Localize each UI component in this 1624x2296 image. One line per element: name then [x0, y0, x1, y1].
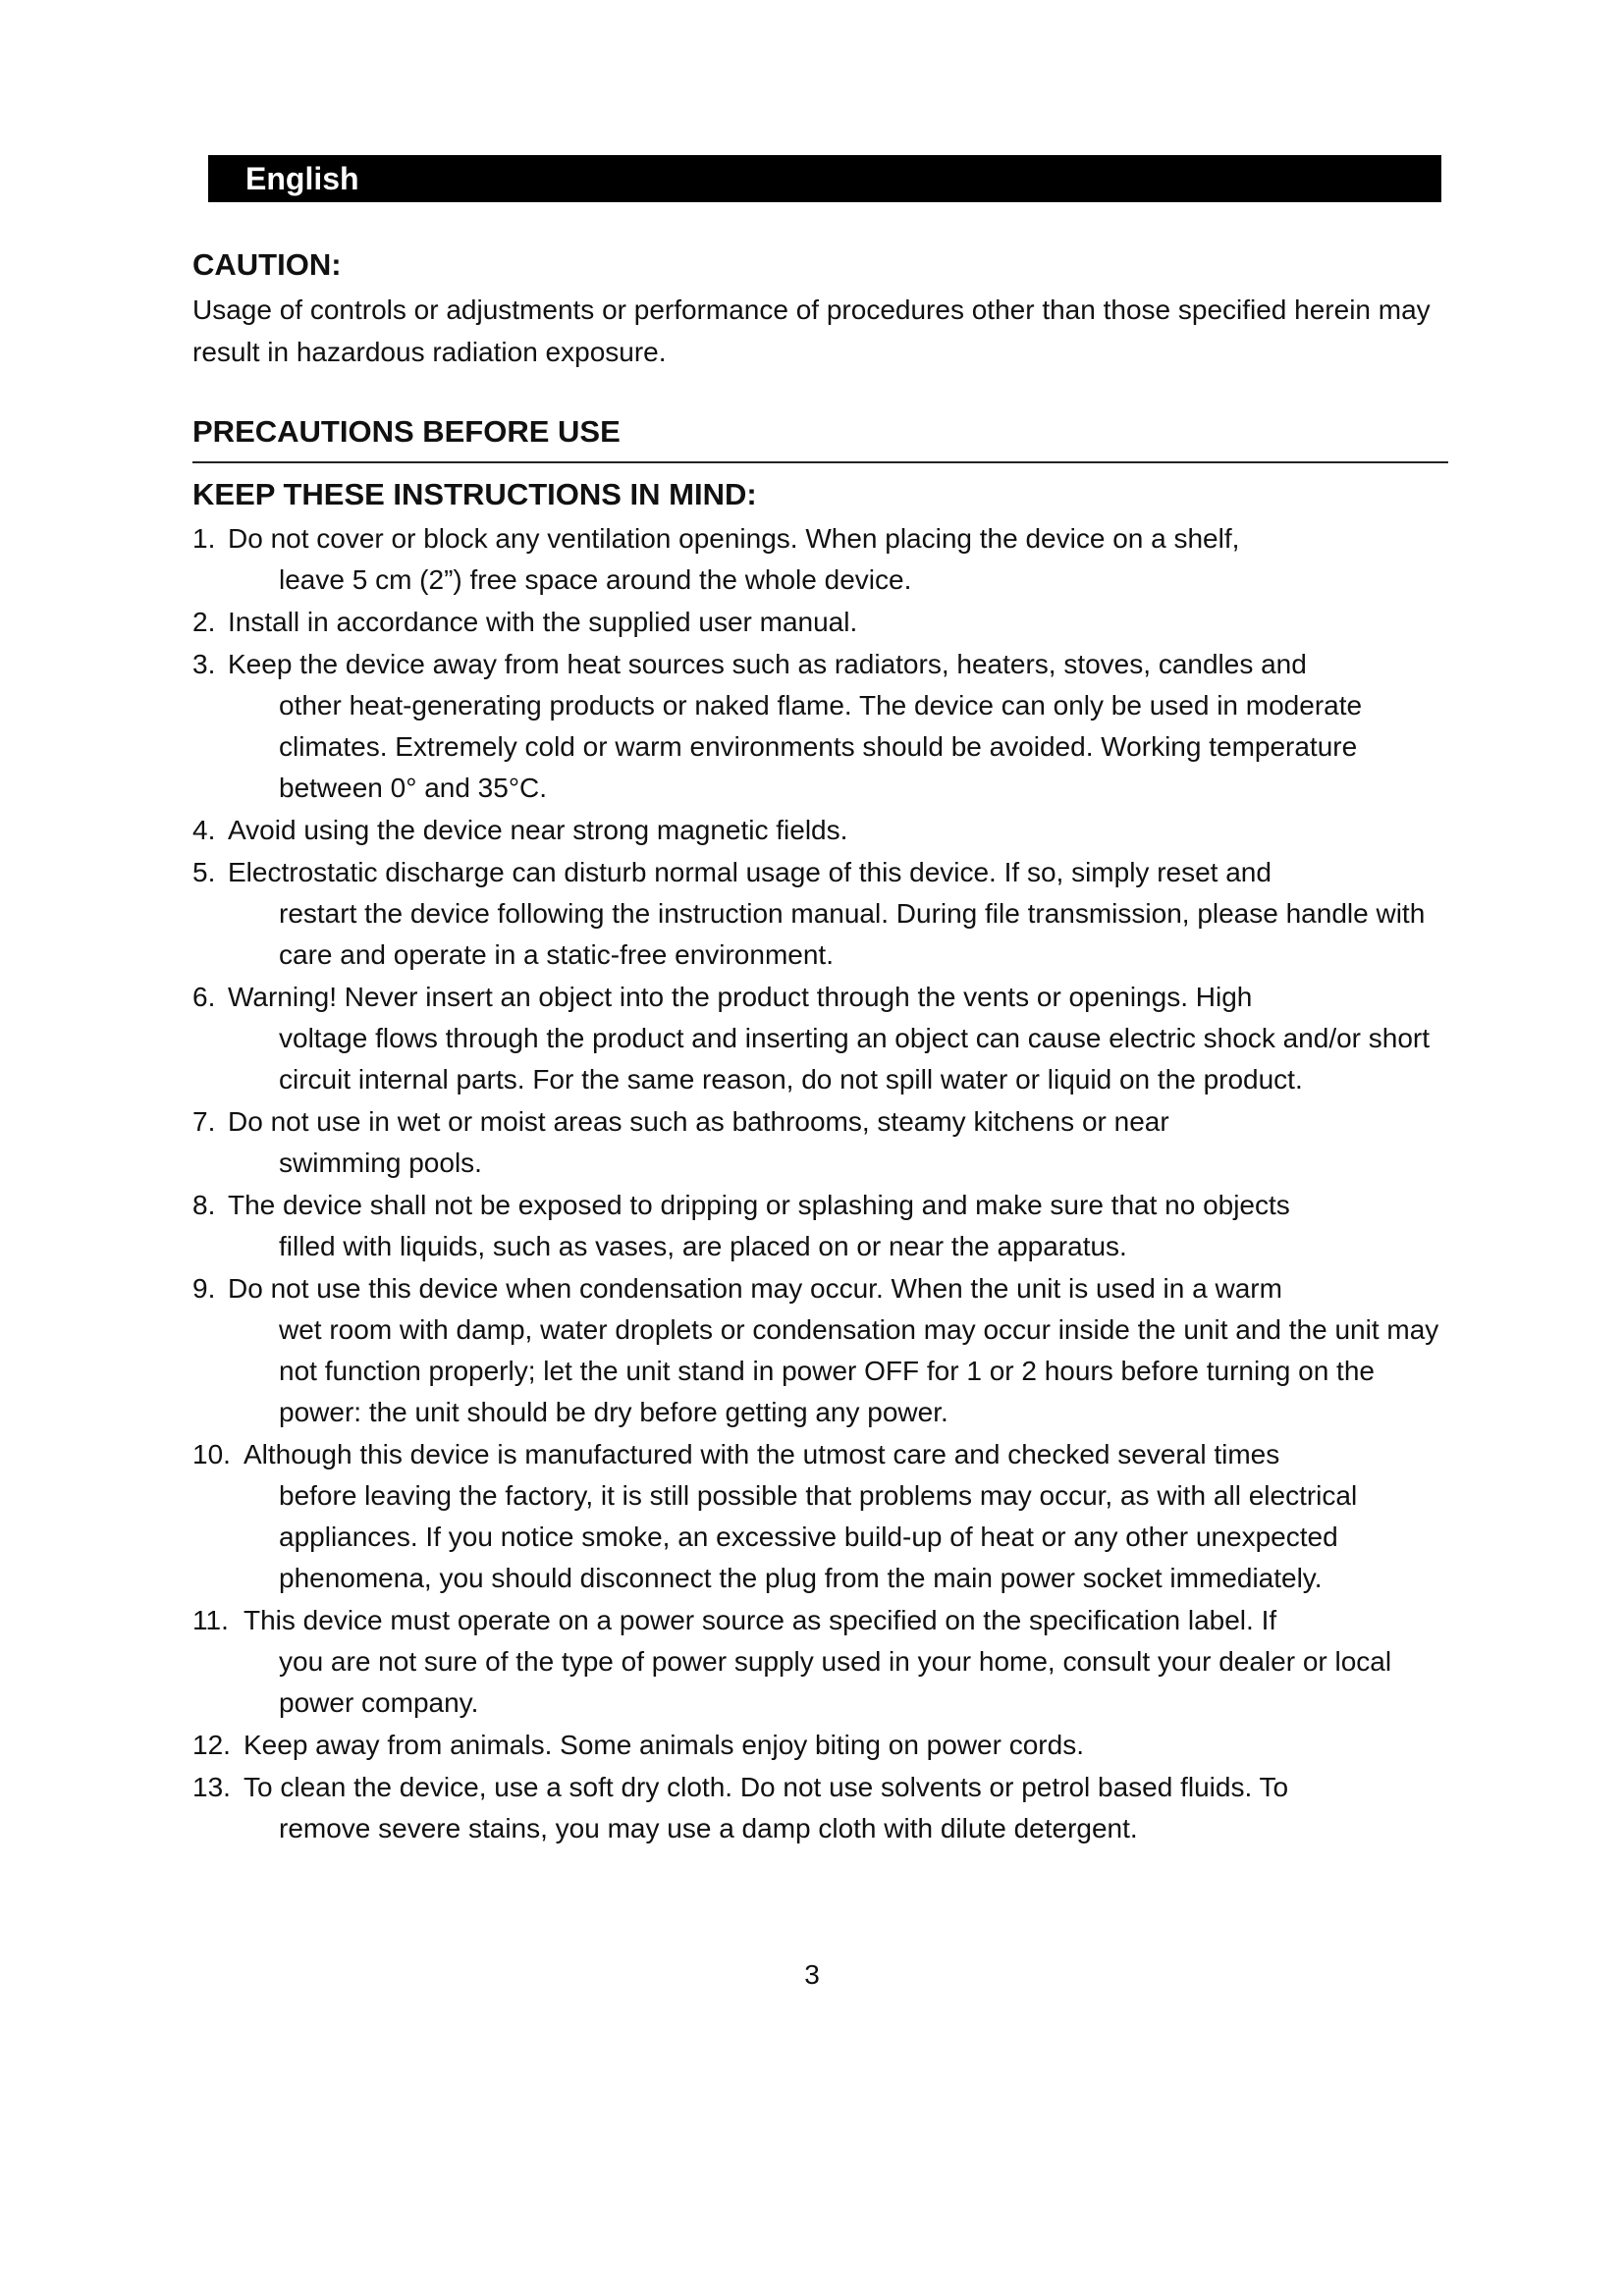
item-number: 10.	[192, 1439, 231, 1469]
item-number: 7.	[192, 1106, 216, 1137]
section-divider	[192, 461, 1448, 463]
list-item	[192, 1600, 1459, 1724]
item-number: 9.	[192, 1273, 216, 1304]
item-number: 4.	[192, 815, 216, 845]
item-text-first-line: Do not use this device when condensation may occur. When the unit is used in a warm	[228, 1273, 1282, 1304]
item-text-first-line: To clean the device, use a soft dry cloth. Do not use solvents or petrol based fluids. To	[244, 1772, 1289, 1802]
item-text-continued: leave 5 cm (2”) free space around the whole device.	[279, 564, 912, 595]
list-item	[192, 1725, 1459, 1766]
page-number: 3	[804, 1959, 820, 1990]
list-item	[192, 977, 1459, 1100]
item-text-first-line: Keep the device away from heat sources such as radiators, heaters, stoves, candles and	[228, 649, 1307, 679]
list-item	[192, 810, 1459, 851]
instructions-list	[192, 518, 1459, 1850]
item-text-continued: restart the device following the instruction manual. During file transmission, please handle with care and operate in a static-free environment.	[279, 898, 1426, 970]
item-text-first-line: This device must operate on a power source as specified on the specification label. If	[244, 1605, 1277, 1635]
item-text-continued: other heat-generating products or naked flame. The device can only be used in moderate climates. Extremely cold or warm environments should be avoided. Working temperature between 0° and 35°C.	[279, 690, 1363, 803]
list-item	[192, 1101, 1459, 1184]
item-text-first-line: Do not cover or block any ventilation openings. When placing the device on a shelf,	[228, 523, 1240, 554]
item-text-continued: filled with liquids, such as vases, are placed on or near the apparatus.	[279, 1231, 1127, 1261]
item-number: 12.	[192, 1730, 231, 1760]
item-text-first-line: Install in accordance with the supplied user manual.	[228, 607, 858, 637]
item-text-first-line: Although this device is manufactured with the utmost care and checked several times	[244, 1439, 1280, 1469]
item-text-first-line: Do not use in wet or moist areas such as bathrooms, steamy kitchens or near	[228, 1106, 1169, 1137]
list-item	[192, 1185, 1459, 1267]
language-label: English	[245, 161, 359, 196]
list-item	[192, 518, 1459, 601]
item-number: 1.	[192, 523, 216, 554]
list-item	[192, 1434, 1459, 1599]
list-item	[192, 602, 1459, 643]
item-number: 13.	[192, 1772, 231, 1802]
item-number: 11.	[192, 1605, 229, 1635]
item-number: 8.	[192, 1190, 216, 1220]
item-text-continued: voltage flows through the product and inserting an object can cause electric shock and/or short circuit internal parts. For the same reason, do not spill water or liquid on the product.	[279, 1023, 1431, 1095]
item-text-continued: remove severe stains, you may use a damp cloth with dilute detergent.	[279, 1813, 1138, 1843]
item-text-continued: swimming pools.	[279, 1148, 482, 1178]
caution-heading: CAUTION:	[192, 247, 342, 282]
precautions-heading: PRECAUTIONS BEFORE USE	[192, 414, 621, 449]
language-header-bar	[208, 155, 1441, 202]
list-item	[192, 644, 1459, 809]
item-text-first-line: Warning! Never insert an object into the product through the vents or openings. High	[228, 982, 1253, 1012]
item-text-first-line: Electrostatic discharge can disturb normal usage of this device. If so, simply reset and	[228, 857, 1272, 887]
list-item	[192, 852, 1459, 976]
list-item	[192, 1268, 1459, 1433]
item-text-continued: you are not sure of the type of power supply used in your home, consult your dealer or local power company.	[279, 1646, 1392, 1718]
instructions-heading: KEEP THESE INSTRUCTIONS IN MIND:	[192, 477, 757, 511]
item-number: 2.	[192, 607, 216, 637]
item-text-continued: wet room with damp, water droplets or condensation may occur inside the unit and the unit may not function properly; let the unit stand in power OFF for 1 or 2 hours before turning on the power: the unit should be dry before getting any power.	[279, 1314, 1439, 1427]
item-number: 6.	[192, 982, 216, 1012]
caution-text: Usage of controls or adjustments or performance of procedures other than those specified herein may result in hazardous radiation exposure.	[192, 294, 1431, 367]
item-number: 5.	[192, 857, 216, 887]
item-number: 3.	[192, 649, 216, 679]
list-item	[192, 1767, 1459, 1849]
item-text-first-line: The device shall not be exposed to dripping or splashing and make sure that no objects	[228, 1190, 1290, 1220]
item-text-first-line: Keep away from animals. Some animals enjoy biting on power cords.	[244, 1730, 1084, 1760]
item-text-first-line: Avoid using the device near strong magnetic fields.	[228, 815, 848, 845]
item-text-continued: before leaving the factory, it is still possible that problems may occur, as with all electrical appliances. If you notice smoke, an excessive build-up of heat or any other unexpected phenomena, you should disconnect the plug from the main power socket immediately.	[279, 1480, 1358, 1593]
